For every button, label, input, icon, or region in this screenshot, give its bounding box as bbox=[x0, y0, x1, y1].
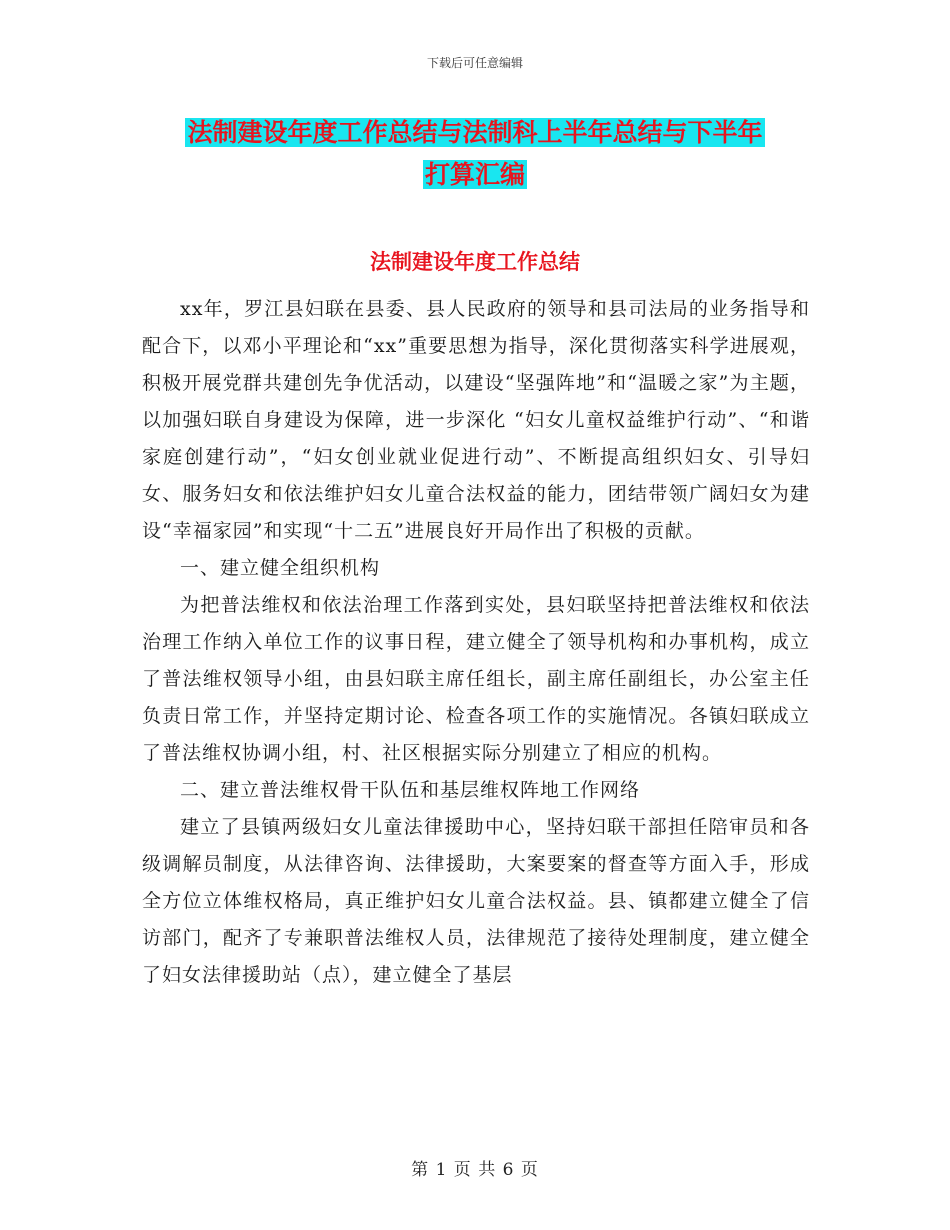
heading-network: 二、建立普法维权骨干队伍和基层维权阵地工作网络 bbox=[180, 779, 641, 801]
paragraph-network: 建立了县镇两级妇女儿童法律援助中心，坚持妇联干部担任陪审员和各级调解员制度，从法律咨询、法律援助，大案要案的督查等方面入手，形成全方位立体维权格局，真正维护妇女儿童合法权益。县、镇都建立健全了信访部门，配齐了专兼职普法维权人员，法律规范了接待处理制度，建立健全了妇女法律援助站（点），建立健全了基层 bbox=[142, 816, 810, 986]
document-title bbox=[130, 112, 820, 196]
header-note: 下载后可任意编辑 bbox=[426, 56, 523, 70]
paragraph-intro: xx年，罗江县妇联在县委、县人民政府的领导和县司法局的业务指导和配合下，以邓小平理论和“xx”重要思想为指导，深化贯彻落实科学进展观，积极开展党群共建创先争优活动，以建设“坚强阵地”和“温暖之家”为主题，以加强妇联自身建设为保障，进一步深化 “妇女儿童权益维护行动”、“和谐家庭创建行动”，“妇女创业就业促进行动”、不断提高组织妇女、引导妇女、服务妇女和依法维护妇女儿童合法权益的能力，团结带领广阔妇女为建设“幸福家园”和实现“十二五”进展良好开局作出了积极的贡献。 bbox=[142, 298, 810, 542]
section-title: 法制建设年度工作总结 bbox=[370, 250, 580, 274]
heading-organization: 一、建立健全组织机构 bbox=[180, 557, 381, 579]
document-title-line-1: 法制建设年度工作总结与法制科上半年总结与下半年 bbox=[187, 118, 763, 147]
body-text bbox=[142, 291, 810, 994]
paragraph-organization: 为把普法维权和依法治理工作落到实处，县妇联坚持把普法维权和依法治理工作纳入单位工作的议事日程，建立健全了领导机构和办事机构，成立了普法维权领导小组，由县妇联主席任组长，副主席任副组长，办公室主任负责日常工作，并坚持定期讨论、检查各项工作的实施情况。各镇妇联成立了普法维权协调小组，村、社区根据实际分别建立了相应的机构。 bbox=[142, 594, 810, 764]
page-number: 第 1 页 共 6 页 bbox=[411, 1160, 539, 1180]
document-title-line-2: 打算汇编 bbox=[424, 160, 525, 189]
